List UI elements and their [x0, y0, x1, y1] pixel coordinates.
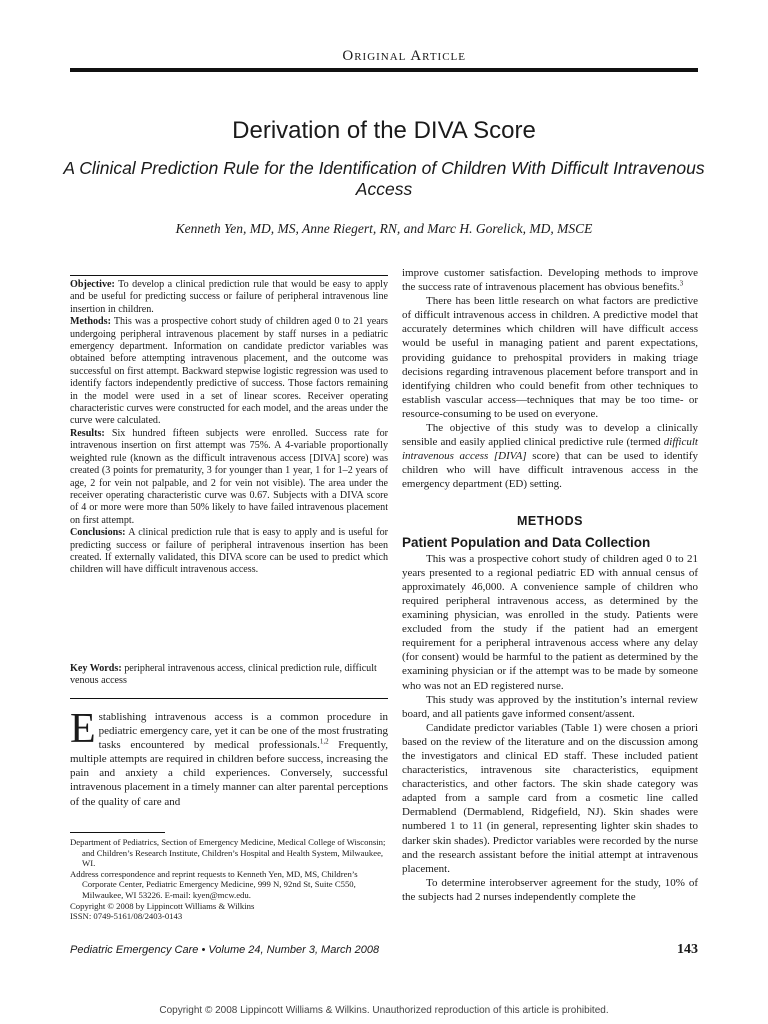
methods-heading: METHODS	[517, 513, 583, 528]
copyright-notice: Copyright © 2008 Lippincott Williams & Wilkins. Unauthorized reproduction of this article is prohibited.	[159, 1005, 609, 1016]
paragraph: There has been little research on what factors are predictive of difficult intravenous access in children. A predictive model that accurately determines which children will have difficult access would be useful in managing patient and parent expectations, providing guidance to prehospital providers in making triage decisions regarding intravenous placement before transport and in identifying children who could benefit from other techniques to establish vascular access—techniques that may be too time- or resource-consuming to be used on everyone.	[402, 295, 698, 420]
paragraph: Candidate predictor variables (Table 1) were chosen a priori based on the review of the literature and on the discussion among the investigators and clinical ED staff. These included patient characteristics, intravenous site characteristics, equipment characteristics, and other factors. The skin shade category was adapted from a sample card from a cosmetic line called Dermablend (Dermablend, Ridgefield, NJ). Skin shades were numbered 1 to 11 (in general, representing lighter skin shades to darker skin shades). Predictor variables were recorded by the nurse and the research assistant before the initial attempt at intravenous placement.	[402, 721, 698, 875]
paragraph	[402, 421, 698, 491]
drop-cap: E	[70, 706, 96, 752]
methods-label: Methods:	[70, 316, 111, 328]
intro-text-b: Frequently, multiple attempts are required in children before success, increasing the pain and anxiety a child experiences. Conversely, successful intravenous placement in a timely manner can alter parental perceptions of the quality of care and	[70, 739, 388, 808]
p3-text-a: The objective of this study was to develop a clinically sensible and easily applied clinical predictive rule (termed	[402, 422, 698, 449]
right-column	[402, 266, 698, 904]
subsection-heading: Patient Population and Data Collection	[402, 534, 651, 550]
issn-note: ISSN: 0749-5161/08/2403-0143	[70, 911, 183, 922]
citation-ref[interactable]: 1,2	[319, 737, 329, 746]
abstract-results	[70, 428, 388, 527]
intro-text-a: stablishing intravenous access is a common procedure in pediatric emergency care, yet it can be one of the most frustrating tasks encountered by medical professionals.	[98, 711, 388, 752]
keywords-text: peripheral intravenous access, clinical prediction rule, difficult venous access	[70, 663, 377, 687]
methods-text: This was a prospective cohort study of children aged 0 to 21 years undergoing peripheral intravenous placement by staff nurses in a pediatric emergency department. Information on candidate predictor variables was obtained before attempting intravenous placement, and the outcome was successful on first attempt. Backward stepwise logistic regression was used to identify factors independently predictive of success. Those factors remaining in the model were used in a set of linear scores. Receiver operating characteristic curves were constructed for each model, and the areas under the curve were calculated.	[70, 316, 388, 427]
abstract-objective	[70, 279, 388, 316]
abstract-bottom-rule	[70, 698, 388, 699]
copyright-note: Copyright © 2008 by Lippincott Williams & Wilkins	[70, 900, 255, 911]
correspondence-note: Address correspondence and reprint requests to Kenneth Yen, MD, MS, Children’s Corporate Center, Pediatric Emergency Medicine, 999 N, 92nd St, Suite C550, Milwaukee, WI 53226. E-mail: kyen@mcw.edu.	[70, 868, 358, 900]
page-number: 143	[677, 942, 698, 957]
article-subtitle: A Clinical Prediction Rule for the Identification of Children With Difficult Intravenous Access	[63, 158, 705, 199]
p3-emphasis: difficult intravenous access [DIVA]	[402, 436, 698, 463]
paragraph: To determine interobserver agreement for the study, 10% of the subjects had 2 nurses independently complete the	[402, 876, 698, 903]
citation-ref[interactable]: 3	[679, 279, 684, 288]
footnote-rule	[70, 832, 165, 833]
affiliation-note: Department of Pediatrics, Section of Emergency Medicine, Medical College of Wisconsin; and Children’s Research Institute, Children’s Hospital and Health System, Milwaukee, WI.	[70, 837, 386, 869]
abstract-top-rule	[70, 275, 388, 276]
results-label: Results:	[70, 427, 105, 439]
conclusions-label: Conclusions:	[70, 527, 126, 539]
article-title: Derivation of the DIVA Score	[232, 117, 536, 144]
paragraph: This was a prospective cohort study of children aged 0 to 21 years presented to a regional pediatric ED with annual census of approximately 46,000. A convenience sample of children who required peripheral intravenous access, as determined by the examining physician, was enrolled in the study. Patients were excluded from the study if the patient had an emergent requirement for a peripheral intravenous access where any delay (for consent) would be harmful to the patient as determined by the examining physician or if the attempt was to be made by someone who was not an ED registered nurse.	[402, 552, 698, 692]
p1-text: improve customer satisfaction. Developing methods to improve the success rate of intravenous placement has obvious benefits.	[402, 267, 698, 294]
paragraph	[402, 266, 698, 294]
objective-label: Objective:	[70, 279, 115, 290]
journal-footer: Pediatric Emergency Care • Volume 24, Number 3, March 2008	[70, 944, 380, 956]
keywords	[70, 663, 388, 688]
author-list: Kenneth Yen, MD, MS, Anne Riegert, RN, and Marc H. Gorelick, MD, MSCE	[175, 221, 593, 236]
conclusions-text: A clinical prediction rule that is easy to apply and is useful for predicting success or failure of peripheral intravenous insertion has been created. If externally validated, this DIVA score can be used to predict which children will have difficult intravenous access.	[70, 527, 388, 576]
footnotes	[70, 837, 388, 922]
keywords-label: Key Words:	[70, 663, 122, 674]
objective-text: To develop a clinical prediction rule that would be easy to apply and be useful for predicting success or failure of peripheral intravenous line insertion in children.	[70, 279, 388, 315]
abstract	[70, 279, 388, 577]
abstract-conclusions	[70, 527, 388, 577]
header-rule	[70, 68, 698, 72]
results-text: Six hundred fifteen subjects were enrolled. Success rate for intravenous insertion on first attempt was 75%. A 4-variable proportionally weighted rule (known as the difficult intravenous access [DIVA] score) was created (3 points for prematurity, 3 for younger than 1 year, 1 for 1–2 years of age, 2 for vein not palpable, and 2 for vein not visible). The area under the receiver operating characteristic curve was 0.67. Subjects with a DIVA score of 4 or more were more than 50% likely to have failed intravenous placement on first attempt.	[70, 427, 388, 526]
p3-text-b: score) that can be used to identify children who will have difficult intravenous access in the emergency department (ED) setting.	[402, 450, 698, 491]
paragraph: This study was approved by the institution’s internal review board, and all patients gave informed consent/assent.	[402, 693, 698, 720]
section-label: Original Article	[342, 48, 466, 64]
abstract-methods	[70, 316, 388, 428]
introduction	[70, 706, 388, 809]
